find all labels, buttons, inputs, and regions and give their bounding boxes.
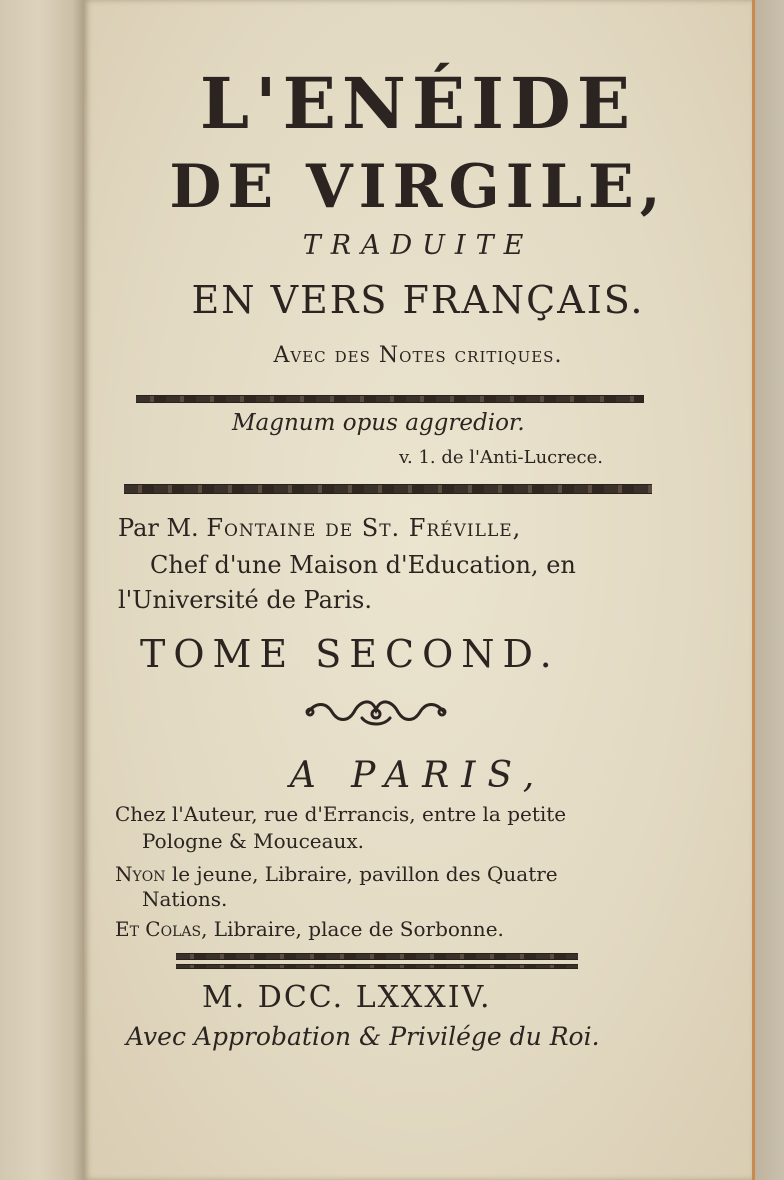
subtitle: Avec des Notes critiques. [273,343,563,368]
author-line-2: Chef d'une Maison d'Education, en [150,551,576,579]
title-page [84,0,755,1180]
publisher-2-name: Nyon [115,862,166,886]
author-prefix: Par M. [118,514,207,542]
epigraph: Magnum opus aggredior. [232,410,525,436]
publisher-line-2: Pologne & Mouceaux. [142,829,365,853]
volume-label: TOME SECOND. [140,632,560,676]
publisher-line-1 [115,802,566,826]
book-binding [0,0,86,1180]
double-rule-bottom [176,964,578,969]
publisher-1-address: , rue d'Errancis, entre la petite [251,802,567,826]
place-of-publication: A PARIS, [289,755,547,796]
publisher-line-3 [115,862,558,886]
publisher-line-5 [115,917,504,941]
title-line-3: TRADUITE [302,230,534,261]
ornamental-rule [136,395,644,403]
printers-ornament [302,692,450,732]
title-line-2: DE VIRGILE, [169,152,667,222]
author-line-3: l'Université de Paris. [118,586,373,614]
epigraph-source: v. 1. de l'Anti-Lucrece. [399,447,603,468]
royal-approval: Avec Approbation & Privilége du Roi. [126,1022,600,1051]
author-name: Fontaine de St. Fréville, [206,514,522,542]
author-line-1 [118,514,521,542]
title-line-4: EN VERS FRANÇAIS. [191,278,645,322]
title-line-1: L'ENÉIDE [199,62,637,145]
ornamental-rule [124,484,652,494]
publisher-line-4: Nations. [142,887,228,911]
publication-date: M. DCC. LXXXIV. [202,980,492,1015]
publisher-1-name: Chez l'Auteur [115,802,252,826]
double-rule-top [176,953,578,960]
publisher-3-name: Et Colas [115,917,202,941]
publisher-2-address: le jeune, Libraire, pavillon des Quatre [165,862,558,886]
publisher-3-address: , Libraire, place de Sorbonne. [201,917,504,941]
